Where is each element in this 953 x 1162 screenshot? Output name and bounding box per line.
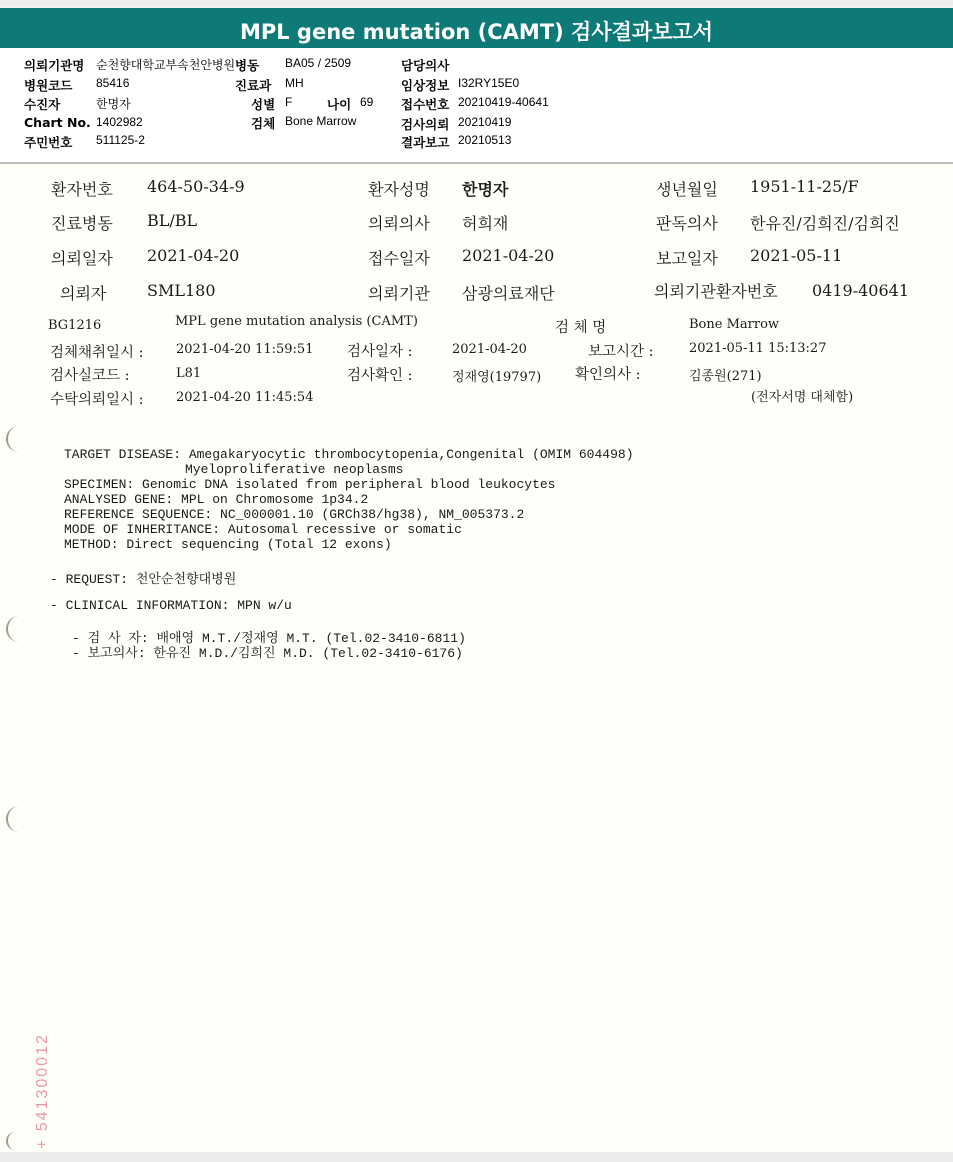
confirm-doctor-value: 김종원(271) — [689, 369, 762, 384]
scanned-report — [0, 164, 953, 1152]
specimen-name-value: Bone Marrow — [689, 317, 780, 332]
esign-note: (전자서명 대체함) — [751, 390, 854, 405]
reporter-line: - 보고의사: 한유진 M.D./김희진 M.D. (Tel.02-3410-6176) — [72, 646, 463, 661]
req-org-value: 삼광의료재단 — [462, 284, 555, 303]
test-confirm-label: 검사확인 : — [347, 368, 413, 384]
binder-hole — [6, 1132, 22, 1150]
patient-name-label: 환자성명 — [368, 180, 430, 199]
collect-label: 검체채취일시 : — [50, 345, 144, 361]
consign-label: 수탁의뢰일시 : — [50, 392, 144, 408]
label-chart-no: Chart No. — [24, 115, 91, 130]
value-hospital-code: 85416 — [96, 76, 130, 90]
label-sex: 성별 — [251, 97, 276, 112]
recv-date-label: 접수일자 — [368, 249, 430, 268]
label-specimen: 검체 — [251, 116, 276, 131]
analysed-gene: ANALYSED GENE: MPL on Chromosome 1p34.2 — [64, 492, 369, 507]
label-test-request: 검사의뢰 — [401, 117, 450, 132]
read-doctor-label: 판독의사 — [656, 214, 718, 233]
req-doctor-label: 의뢰의사 — [368, 214, 430, 233]
reference-sequence: REFERENCE SEQUENCE: NC_000001.10 (GRCh38/hg38), NM_005373.2 — [64, 507, 525, 522]
label-resident-no: 주민번호 — [24, 135, 73, 150]
lab-code-value: L81 — [176, 366, 202, 381]
confirm-doctor-label: 확인의사 : — [575, 367, 641, 383]
specimen-line: SPECIMEN: Genomic DNA isolated from peripheral blood leukocytes — [64, 477, 556, 492]
org-patient-no-label: 의뢰기관환자번호 — [654, 282, 778, 301]
requester-value: SML180 — [147, 281, 216, 300]
binder-hole — [6, 806, 22, 832]
patient-name-value: 한명자 — [462, 180, 509, 199]
org-patient-no-value: 0419-40641 — [812, 281, 910, 300]
report-date-value: 2021-05-11 — [750, 246, 843, 265]
dob-value: 1951-11-25/F — [750, 177, 859, 196]
tester-line: - 검 사 자: 배애영 M.T./정재영 M.T. (Tel.02-3410-6811) — [72, 631, 466, 646]
binder-hole — [6, 426, 22, 452]
header-info — [0, 48, 953, 164]
ward-label: 진료병동 — [51, 214, 113, 233]
patient-no-label: 환자번호 — [51, 180, 113, 199]
patient-no-value: 464-50-34-9 — [147, 177, 245, 196]
collect-value: 2021-04-20 11:59:51 — [176, 342, 314, 357]
value-requesting-org: 순천향대학교부속천안병원 — [96, 58, 236, 72]
value-test-request: 20210419 — [458, 115, 512, 129]
req-doctor-value: 허희재 — [462, 214, 509, 233]
report-date-label: 보고일자 — [656, 249, 718, 268]
ward-value: BL/BL — [147, 211, 198, 230]
label-result-report: 결과보고 — [401, 135, 450, 150]
lab-code-label: 검사실코드 : — [50, 368, 130, 384]
test-date-value: 2021-04-20 — [452, 342, 527, 357]
value-sex: F — [285, 95, 293, 109]
label-hospital-code: 병원코드 — [24, 78, 73, 93]
label-receipt-no: 접수번호 — [401, 97, 450, 112]
value-chart-no: 1402982 — [96, 115, 143, 129]
specimen-name-label: 검 체 명 — [555, 320, 607, 336]
test-confirm-value: 정재영(19797) — [452, 370, 542, 385]
value-department: MH — [285, 76, 304, 90]
value-resident-no: 511125-2 — [96, 133, 145, 147]
consign-value: 2021-04-20 11:45:54 — [176, 390, 314, 405]
value-result-report: 20210513 — [458, 133, 512, 147]
value-ward: BA05 / 2509 — [285, 56, 352, 70]
request-line: - REQUEST: 천안순천향대병원 — [50, 572, 237, 587]
report-time-value: 2021-05-11 15:13:27 — [689, 341, 827, 356]
dob-label: 생년월일 — [656, 180, 718, 199]
mode-of-inheritance: MODE OF INHERITANCE: Autosomal recessive or somatic — [64, 522, 462, 537]
label-requesting-org: 의뢰기관명 — [24, 58, 85, 73]
value-patient: 한명자 — [96, 97, 131, 111]
req-org-label: 의뢰기관 — [368, 284, 430, 303]
barcode-number: + 541300012 — [34, 1033, 51, 1149]
value-receipt-no: 20210419-40641 — [458, 95, 549, 109]
target-disease: TARGET DISEASE: Amegakaryocytic thrombocytopenia,Congenital (OMIM 604498) — [64, 447, 634, 462]
value-clinical-info: I32RY15E0 — [458, 76, 520, 90]
label-department: 진료과 — [235, 78, 272, 93]
requester-label: 의뢰자 — [60, 284, 107, 303]
label-ward: 병동 — [235, 58, 260, 73]
req-date-label: 의뢰일자 — [51, 249, 113, 268]
title-bar — [0, 6, 953, 48]
test-date-label: 검사일자 : — [347, 344, 413, 360]
recv-date-value: 2021-04-20 — [462, 246, 555, 265]
clinical-info-line: - CLINICAL INFORMATION: MPN w/u — [50, 598, 292, 613]
label-attending-doctor: 담당의사 — [401, 58, 450, 73]
test-name: MPL gene mutation analysis (CAMT) — [175, 314, 418, 329]
label-patient: 수진자 — [24, 97, 61, 112]
value-specimen: Bone Marrow — [285, 114, 357, 128]
target-disease-2: Myeloproliferative neoplasms — [185, 462, 404, 477]
method: METHOD: Direct sequencing (Total 12 exons) — [64, 537, 392, 552]
page-title: MPL gene mutation (CAMT) 검사결과보고서 — [239, 20, 714, 44]
test-code: BG1216 — [48, 318, 102, 333]
binder-hole — [6, 616, 22, 642]
label-age: 나이 — [327, 97, 352, 112]
label-clinical-info: 임상정보 — [401, 78, 450, 93]
report-time-label: 보고시간 : — [588, 344, 654, 360]
read-doctor-value: 한유진/김희진/김희진 — [750, 214, 900, 233]
req-date-value: 2021-04-20 — [147, 246, 240, 265]
value-age: 69 — [360, 95, 374, 109]
